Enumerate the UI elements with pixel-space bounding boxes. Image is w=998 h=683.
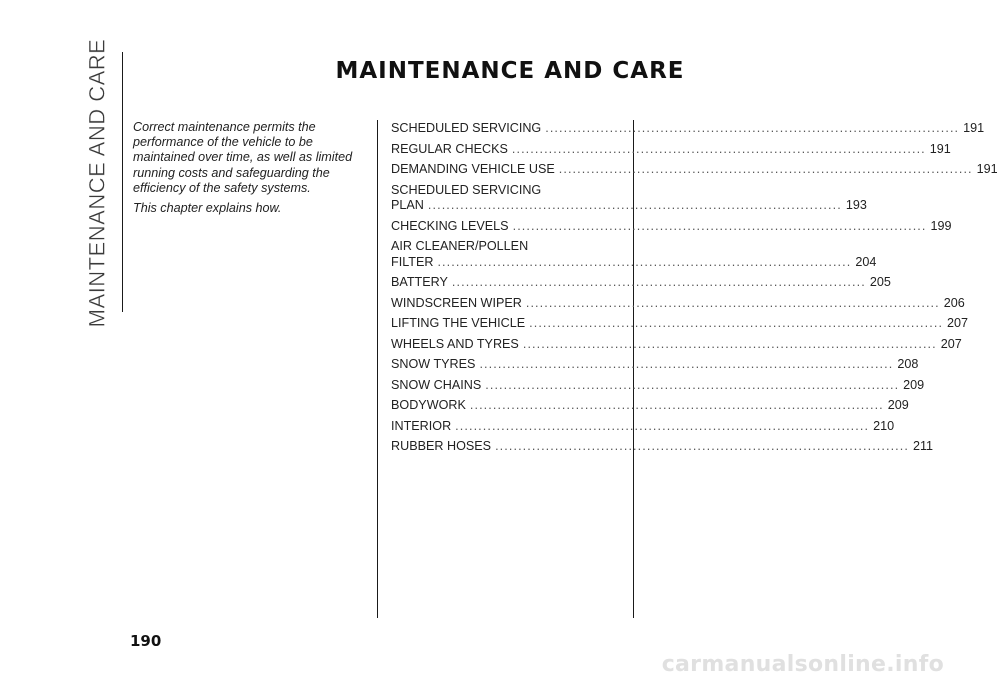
toc-page-number: 191 <box>976 162 998 176</box>
toc-item-snow-tyres[interactable] <box>391 357 919 373</box>
toc-leader: .......................................................................................... <box>529 316 944 330</box>
toc-page-number: 191 <box>929 141 951 156</box>
side-tab-divider <box>122 52 123 312</box>
toc-leader: .......................................................................................... <box>525 295 940 310</box>
side-tab <box>84 38 110 328</box>
table-of-contents <box>391 121 998 460</box>
toc-label: LIFTING THE VEHICLE <box>391 316 526 330</box>
intro-paragraph: Correct maintenance permits the performance of the vehicle to be maintained over time, as well as limited running costs and safeguarding the efficiency of the safety systems. <box>133 120 353 195</box>
intro-paragraph: This chapter explains how. <box>133 201 282 216</box>
toc-item-rubber-hoses[interactable] <box>391 439 934 455</box>
toc-leader: .......................................................................................... <box>495 439 909 453</box>
toc-leader: .......................................................................................... <box>427 198 842 212</box>
toc-item-scheduled-servicing-plan[interactable] <box>391 182 867 214</box>
toc-label: RUBBER HOSES <box>391 439 492 453</box>
column-divider-left <box>377 120 378 618</box>
toc-item-checking-levels[interactable] <box>391 218 952 235</box>
toc-label-line1: AIR CLEANER/POLLEN <box>391 239 529 253</box>
toc-leader: .......................................................................................... <box>485 377 900 392</box>
toc-label: INTERIOR <box>391 418 452 433</box>
toc-page-number: 210 <box>873 418 895 433</box>
toc-leader: .......................................................................................... <box>545 121 960 135</box>
toc-item-interior[interactable] <box>391 418 895 435</box>
toc-item-scheduled-servicing[interactable] <box>391 121 985 137</box>
toc-leader: .......................................................................................... <box>479 357 894 371</box>
toc-label: WHEELS AND TYRES <box>391 336 519 351</box>
toc-label: BODYWORK <box>391 398 466 412</box>
toc-leader: .......................................................................................... <box>451 275 866 289</box>
toc-leader: .......................................................................................... <box>469 398 884 412</box>
toc-label: PLAN <box>391 198 424 212</box>
toc-item-wheels-and-tyres[interactable] <box>391 336 962 353</box>
toc-item-snow-chains[interactable] <box>391 377 925 394</box>
toc-leader: .......................................................................................... <box>437 254 852 269</box>
toc-leader: .......................................................................................... <box>522 336 937 351</box>
toc-page-number: 206 <box>943 295 965 310</box>
chapter-intro <box>133 120 369 221</box>
toc-leader: .......................................................................................... <box>511 141 926 156</box>
toc-label-line1: SCHEDULED SERVICING <box>391 182 542 197</box>
toc-page-number: 191 <box>963 121 985 135</box>
toc-label: DEMANDING VEHICLE USE <box>391 162 555 176</box>
toc-item-regular-checks[interactable] <box>391 141 951 158</box>
toc-item-windscreen-wiper[interactable] <box>391 295 965 312</box>
toc-page-number: 207 <box>940 336 962 351</box>
toc-item-air-cleaner-pollen-filter[interactable] <box>391 239 877 270</box>
toc-page-number: 199 <box>930 218 952 233</box>
toc-leader: .......................................................................................... <box>558 162 973 176</box>
toc-label: FILTER <box>391 254 434 269</box>
toc-page-number: 205 <box>869 275 891 289</box>
toc-label: SNOW CHAINS <box>391 377 482 392</box>
toc-page-number: 211 <box>912 439 934 453</box>
toc-leader: .......................................................................................... <box>512 218 927 233</box>
toc-item-lifting-the-vehicle[interactable] <box>391 316 969 332</box>
toc-page-number: 209 <box>887 398 909 412</box>
toc-page-number: 207 <box>947 316 969 330</box>
toc-page-number: 208 <box>897 357 919 371</box>
toc-label: CHECKING LEVELS <box>391 218 509 233</box>
page-number: 190 <box>130 632 162 650</box>
toc-label: WINDSCREEN WIPER <box>391 295 522 310</box>
toc-label: SCHEDULED SERVICING <box>391 121 542 135</box>
toc-item-demanding-vehicle-use[interactable] <box>391 162 998 178</box>
toc-page-number: 209 <box>903 377 925 392</box>
toc-label: BATTERY <box>391 275 448 289</box>
toc-page-number: 204 <box>855 254 877 269</box>
page-title: MAINTENANCE AND CARE <box>335 58 685 84</box>
toc-leader: .......................................................................................... <box>455 418 870 433</box>
toc-label: SNOW TYRES <box>391 357 476 371</box>
toc-page-number: 193 <box>845 198 867 212</box>
site-watermark: carmanualsonline.info <box>661 652 944 677</box>
toc-item-battery[interactable] <box>391 275 891 291</box>
toc-item-bodywork[interactable] <box>391 398 909 414</box>
side-tab-label: MAINTENANCE AND CARE <box>84 38 109 328</box>
toc-label: REGULAR CHECKS <box>391 141 508 156</box>
